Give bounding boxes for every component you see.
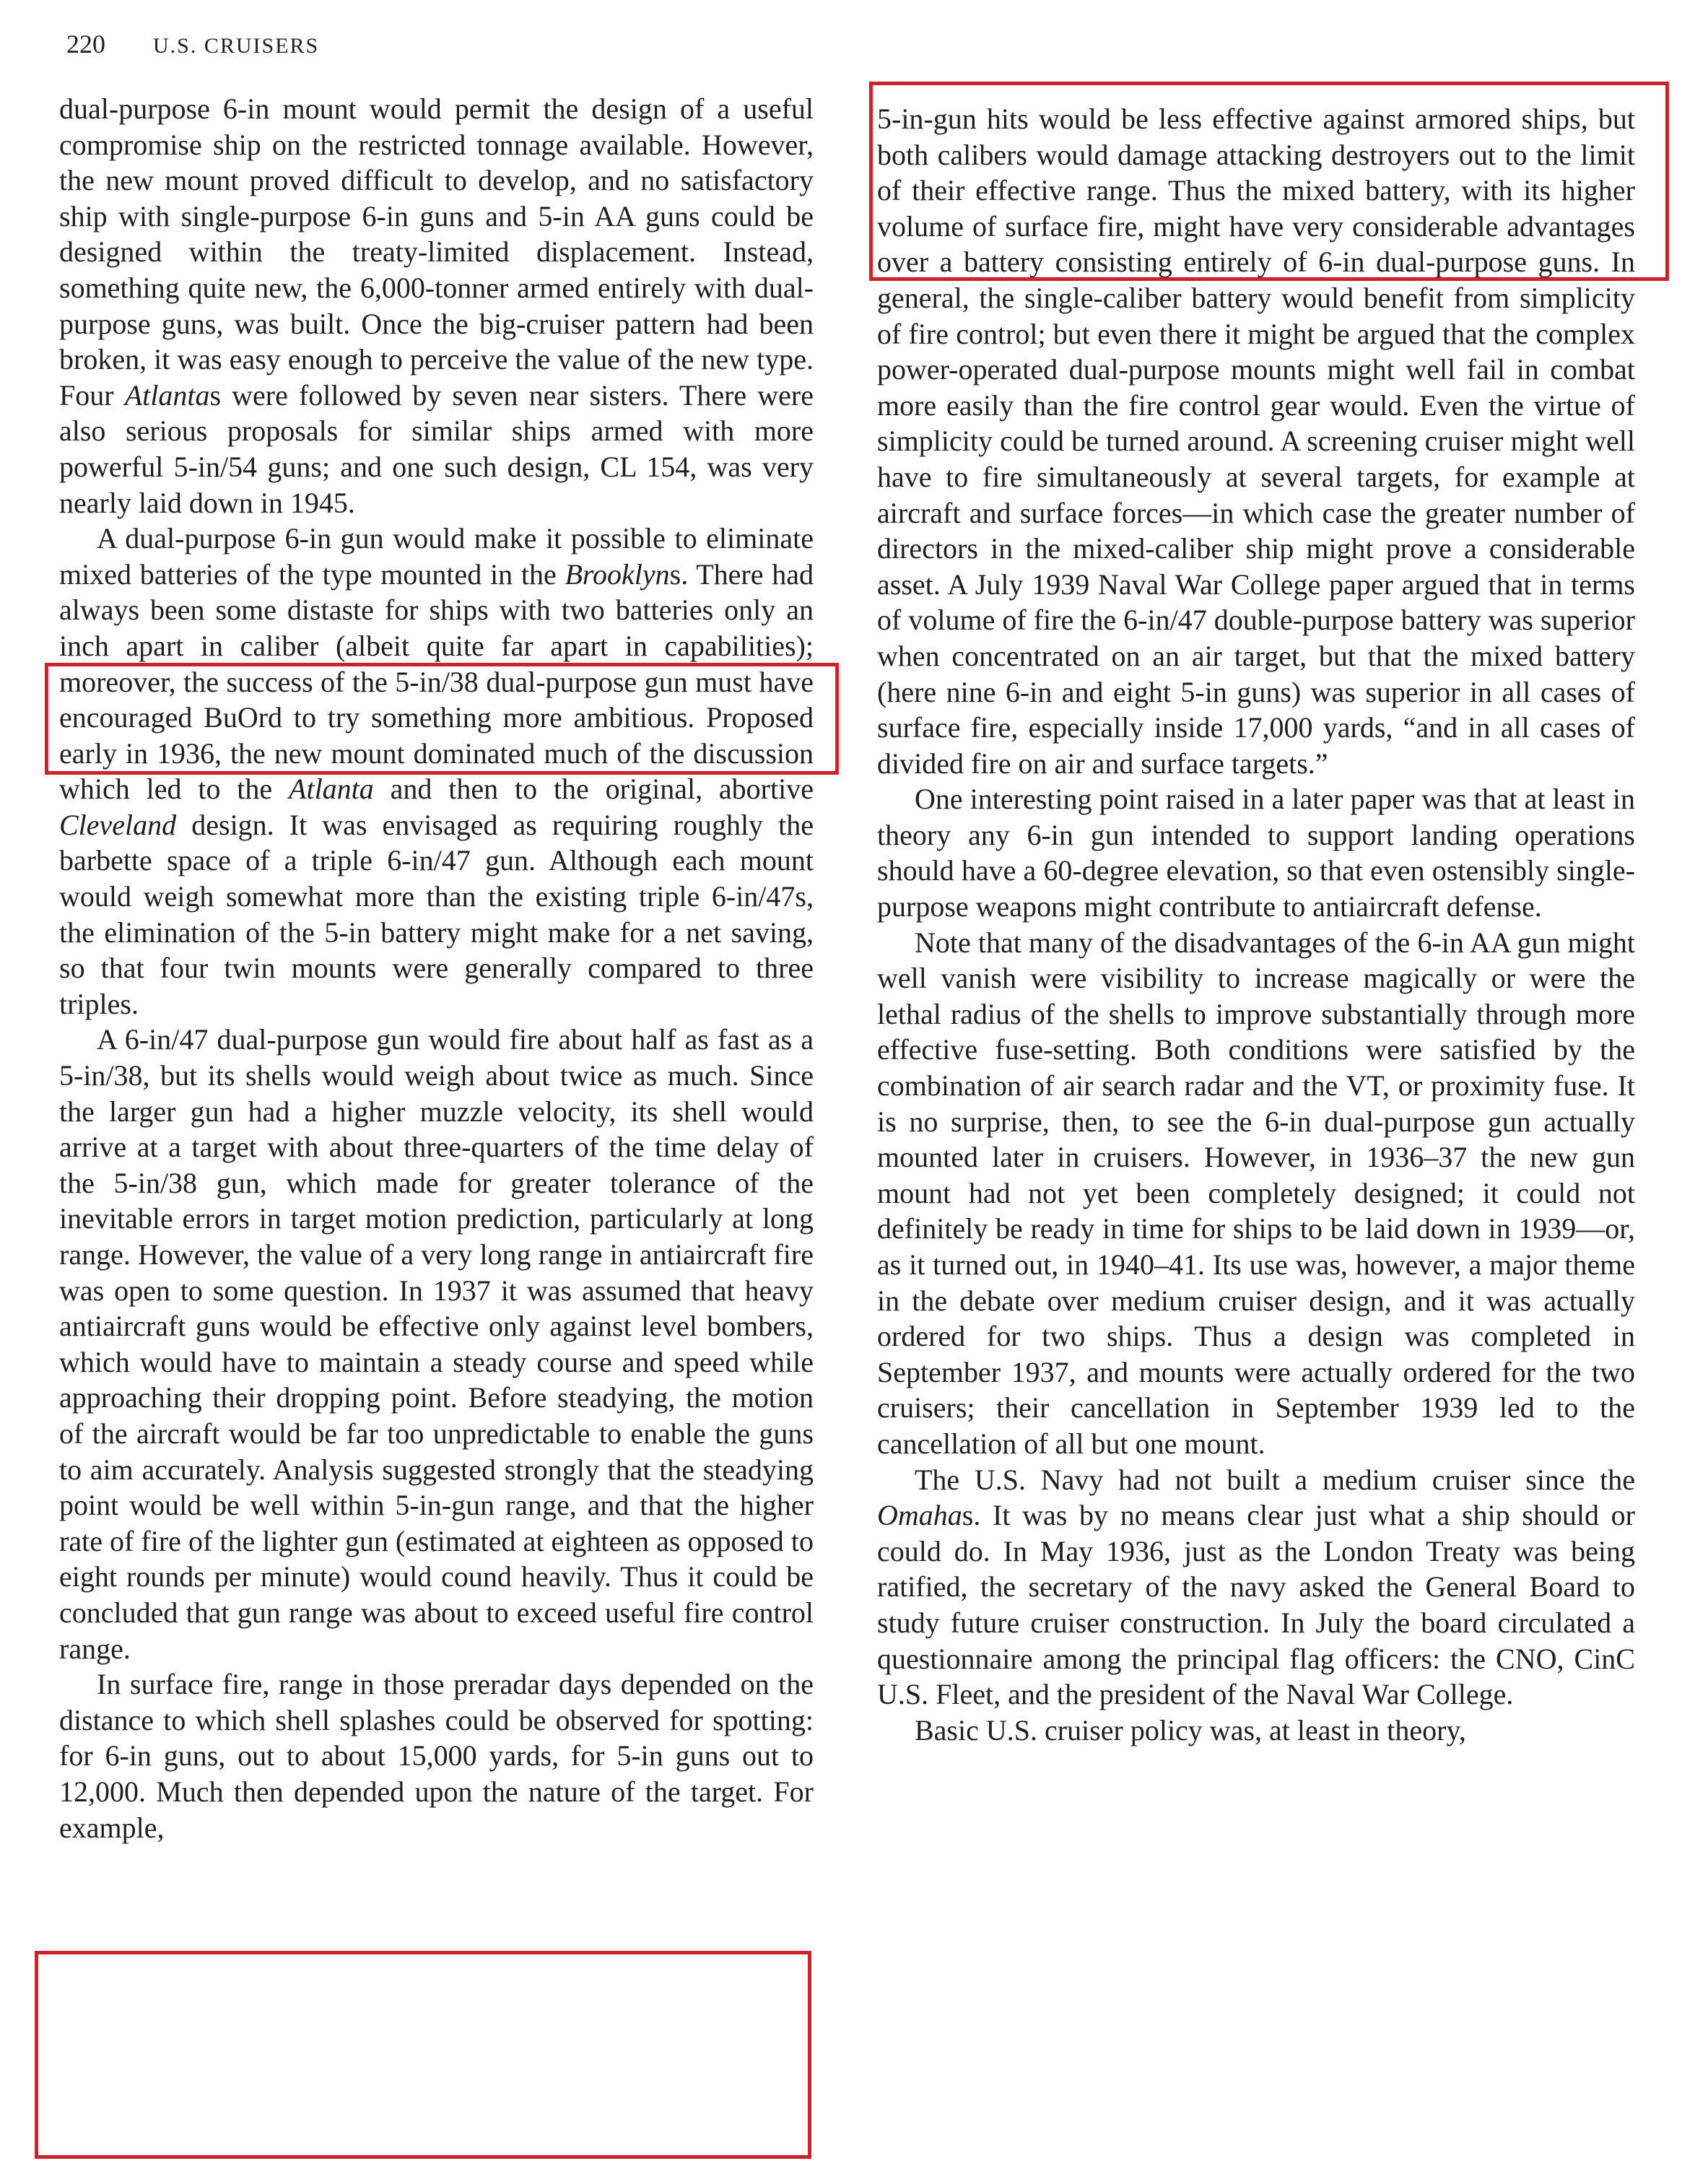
page-header	[66, 29, 319, 59]
highlight-box	[45, 663, 839, 775]
paragraph: 5-in-gun hits would be less effective against armored ships, but both calibers would damage attacking destroyers out to the limit of their effective range. Thus the mixed battery, with its higher volume of surface fire, might have very considerable advantages over a battery consisting entirely of 6-in dual-purpose guns. In general, the single-caliber battery would benefit from simplicity of fire control; but even there it might be argued that the complex power-operated dual-purpose mounts might well fail in combat more easily than the fire control gear would. Even the virtue of simplicity could be turned around. A screening cruiser might well have to fire simultaneously at several targets, for example at aircraft and surface forces—in which case the greater number of directors in the mixed-caliber ship might prove a considerable asset. A July 1939 Naval War College paper argued that in terms of volume of fire the 6-in/47 double-purpose battery was superior when concentrated on an air target, but that the mixed battery (here nine 6-in and eight 5-in guns) was superior in all cases of surface fire, especially inside 17,000 yards, “and in all cases of divided fire on air and surface targets.”	[877, 103, 1635, 780]
paragraph: A dual-purpose 6-in gun would make it possible to eliminate mixed batteries of the type mounted in the Brooklyns. There had always been some distaste for ships with two batteries only an inch apart in caliber (albeit quite far apart in capabilities); moreover, the success of the 5-in/38 dual-purpose gun must have encouraged BuOrd to try something more ambitious. Proposed early in 1936, the new mount dominated much of the discussion which led to the Atlanta and then to the original, abortive Cleveland design. It was envisaged as requiring roughly the barbette space of a triple 6-in/47 gun. Although each mount would weigh somewhat more than the existing triple 6-in/47s, the elimination of the 5-in battery might make for a net saving, so that four twin mounts were generally compared to three triples.	[59, 522, 814, 1020]
left-column	[59, 91, 814, 1845]
paragraph: One interesting point raised in a later paper was that at least in theory any 6-in gun intended to support landing operations should have a 60-degree elevation, so that even ostensibly single-purpose weapons might contribute to antiaircraft defense.	[877, 783, 1635, 923]
paragraph: Basic U.S. cruiser policy was, at least in theory,	[915, 1713, 1466, 1747]
paragraph: A 6-in/47 dual-purpose gun would fire about half as fast as a 5-in/38, but its shells would weigh about twice as much. Since the larger gun had a higher muzzle velocity, its shell would arrive at a target with about three-quarters of the time delay of the 5-in/38 gun, which made for greater tolerance of the inevitable errors in target motion prediction, particularly at long range. However, the value of a very long range in antiaircraft fire was open to some question. In 1937 it was assumed that heavy antiaircraft guns would be effective only against level bombers, which would have to maintain a steady course and speed while approaching their dropping point. Before steadying, the motion of the aircraft would be far too unpredictable to enable the guns to aim accurately. Analysis suggested strongly that the steadying point would be well within 5-in-gun range, and that the higher rate of fire of the lighter gun (estimated at eighteen as opposed to eight rounds per minute) would cound heavily. Thus it could be concluded that gun range was about to exceed useful fire control range.	[59, 1023, 814, 1665]
paragraph: dual-purpose 6-in mount would permit the design of a useful compromise ship on the restricted tonnage available. However, the new mount proved difficult to develop, and no satisfactory ship with single-purpose 6-in guns and 5-in AA guns could be designed within the treaty-limited displacement. Instead, something quite new, the 6,000-tonner armed entirely with dual-purpose guns, was built. Once the big-cruiser pattern had been broken, it was easy enough to perceive the value of the new type. Four Atlantas were followed by seven near sisters. There were also serious proposals for similar ships armed with more powerful 5-in/54 guns; and one such design, CL 154, was very nearly laid down in 1945.	[59, 92, 814, 519]
paragraph: Note that many of the disadvantages of the 6-in AA gun might well vanish were visibility to increase magically or were the lethal radius of the shells to improve substantially through more effective fuse-setting. Both conditions were satisfied by the combination of air search radar and the VT, or proximity fuse. It is no surprise, then, to see the 6-in dual-purpose gun actually mounted later in cruisers. However, in 1936–37 the new gun mount had not yet been completely designed; it could not definitely be ready in time for ships to be laid down in 1939—or, as it turned out, in 1940–41. Its use was, however, a major theme in the debate over medium cruiser design, and it was actually ordered for two ships. Thus a design was completed in September 1937, and mounts were actually ordered for the two cruisers; their cancellation in September 1939 led to the cancellation of all but one mount.	[877, 926, 1635, 1460]
highlight-box	[35, 1951, 811, 2159]
paragraph: In surface fire, range in those preradar days depended on the distance to which shell splashes could be observed for spotting: for 6-in guns, out to about 15,000 yards, for 5-in guns out to 12,000. Much then depended upon the nature of the target. For example,	[59, 1668, 814, 1844]
paragraph: The U.S. Navy had not built a medium cruiser since the Omahas. It was by no means clear just what a ship should or could do. In May 1936, just as the London Treaty was being ratified, the secretary of the navy asked the General Board to study future cruiser construction. In July the board circulated a questionnaire among the principal flag officers: the CNO, CinC U.S. Fleet, and the president of the Naval War College.	[877, 1463, 1635, 1711]
highlight-box	[869, 82, 1669, 281]
page-number: 220	[66, 30, 105, 58]
right-column	[877, 101, 1635, 1748]
running-head: U.S. CRUISERS	[153, 34, 320, 58]
